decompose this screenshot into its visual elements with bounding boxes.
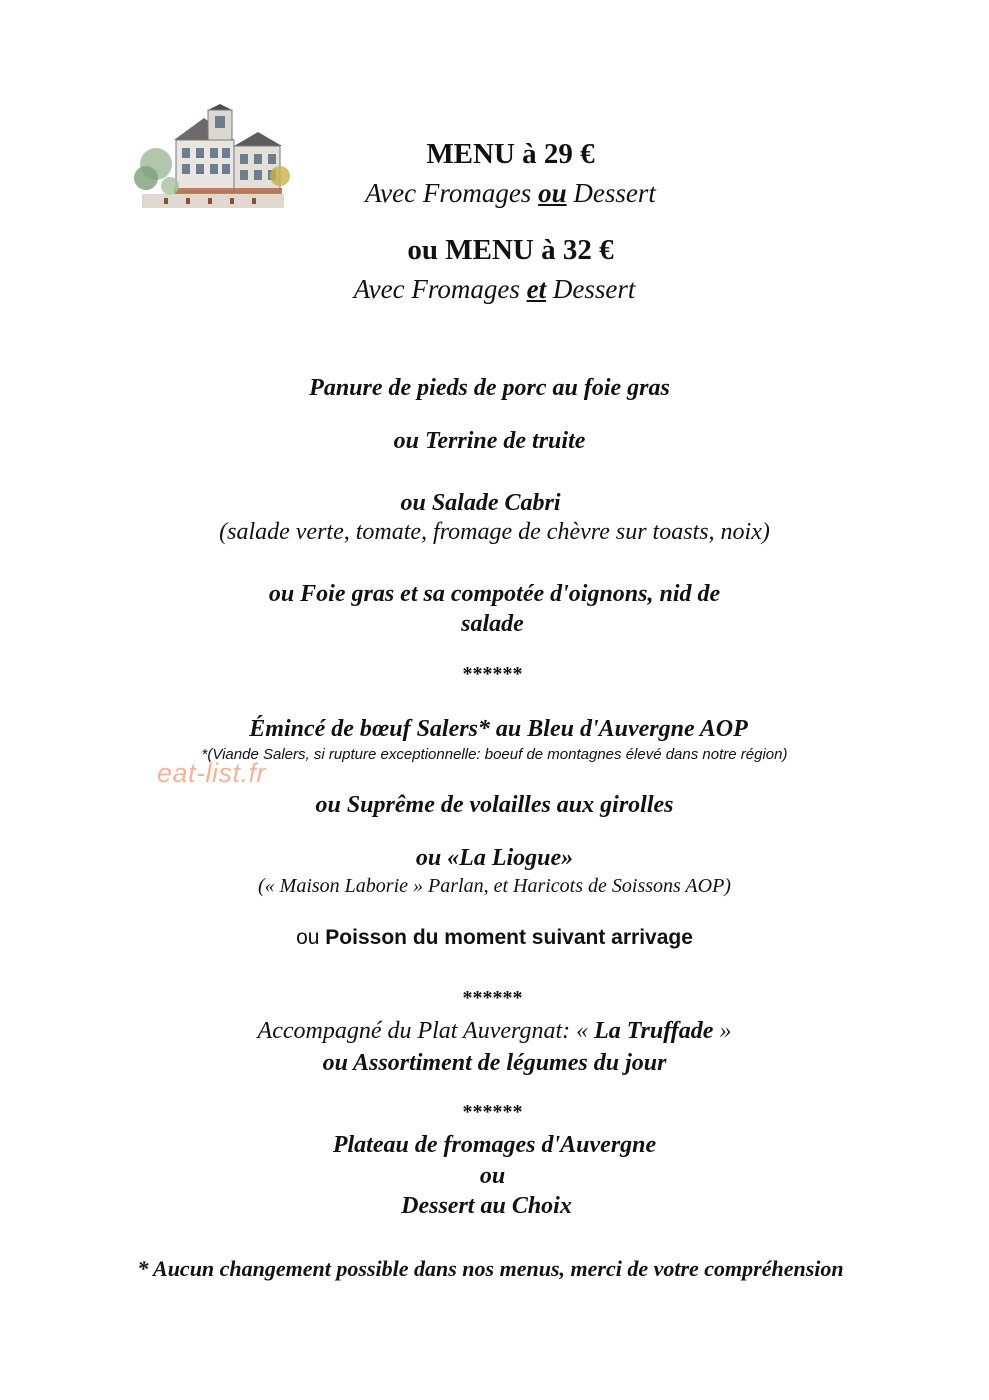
side-accompagnement-suffix: » bbox=[713, 1018, 732, 1044]
main-poisson-prefix: ou bbox=[296, 926, 326, 949]
menu-32-subtitle bbox=[0, 276, 989, 303]
menu-29-subtitle bbox=[16, 180, 989, 207]
starter-foie-gras-line2: salade bbox=[461, 611, 524, 637]
starter-foie-gras-line1: ou Foie gras et sa compotée d'oignons, nid de bbox=[268, 581, 721, 607]
main-la-liogue-note: (« Maison Laborie » Parlan, et Haricots de Soissons AOP) bbox=[258, 875, 731, 897]
menu-29-title: MENU à 29 € bbox=[426, 138, 595, 170]
separator-3: ****** bbox=[462, 1101, 523, 1123]
main-emince-boeuf-note: *(Viande Salers, si rupture exceptionnelle: boeuf de montagnes élevé dans notre région) bbox=[201, 746, 788, 763]
menu-32-title: ou MENU à 32 € bbox=[407, 234, 614, 266]
main-poisson-label: Poisson du moment suivant arrivage bbox=[325, 926, 693, 949]
menu-32-subtitle-c: Dessert bbox=[546, 274, 636, 304]
starter-pieds-de-porc: Panure de pieds de porc au foie gras bbox=[309, 375, 670, 401]
separator-1: ****** bbox=[462, 663, 523, 685]
side-accompagnement bbox=[0, 1019, 989, 1043]
main-poisson bbox=[0, 927, 989, 948]
main-supreme-volailles: ou Suprême de volailles aux girolles bbox=[315, 792, 674, 818]
menu-29-subtitle-c: Dessert bbox=[566, 178, 656, 208]
watermark: eat-list.fr bbox=[157, 758, 267, 788]
side-accompagnement-prefix: Accompagné du Plat Auvergnat: « bbox=[257, 1018, 595, 1044]
finish-fromages: Plateau de fromages d'Auvergne bbox=[332, 1132, 657, 1158]
side-legumes: ou Assortiment de légumes du jour bbox=[322, 1050, 667, 1076]
starter-salade-cabri-note: (salade verte, tomate, fromage de chèvre sur toasts, noix) bbox=[219, 519, 770, 545]
finish-dessert: Dessert au Choix bbox=[401, 1193, 572, 1219]
starter-salade-cabri: ou Salade Cabri bbox=[400, 490, 561, 516]
menu-29-subtitle-or: ou bbox=[538, 178, 567, 208]
finish-or: ou bbox=[479, 1163, 506, 1189]
main-la-liogue: ou «La Liogue» bbox=[415, 845, 574, 871]
footer-note: * Aucun changement possible dans nos menus, merci de votre compréhension bbox=[137, 1256, 844, 1281]
side-truffade: La Truffade bbox=[594, 1018, 714, 1044]
menu-32-subtitle-a: Avec Fromages bbox=[353, 274, 527, 304]
starter-terrine: ou Terrine de truite bbox=[393, 428, 586, 454]
menu-32-subtitle-and: et bbox=[526, 274, 547, 304]
main-emince-boeuf: Émincé de bœuf Salers* au Bleu d'Auvergne AOP bbox=[249, 716, 748, 742]
separator-2: ****** bbox=[462, 987, 523, 1009]
menu-29-subtitle-a: Avec Fromages bbox=[365, 178, 539, 208]
